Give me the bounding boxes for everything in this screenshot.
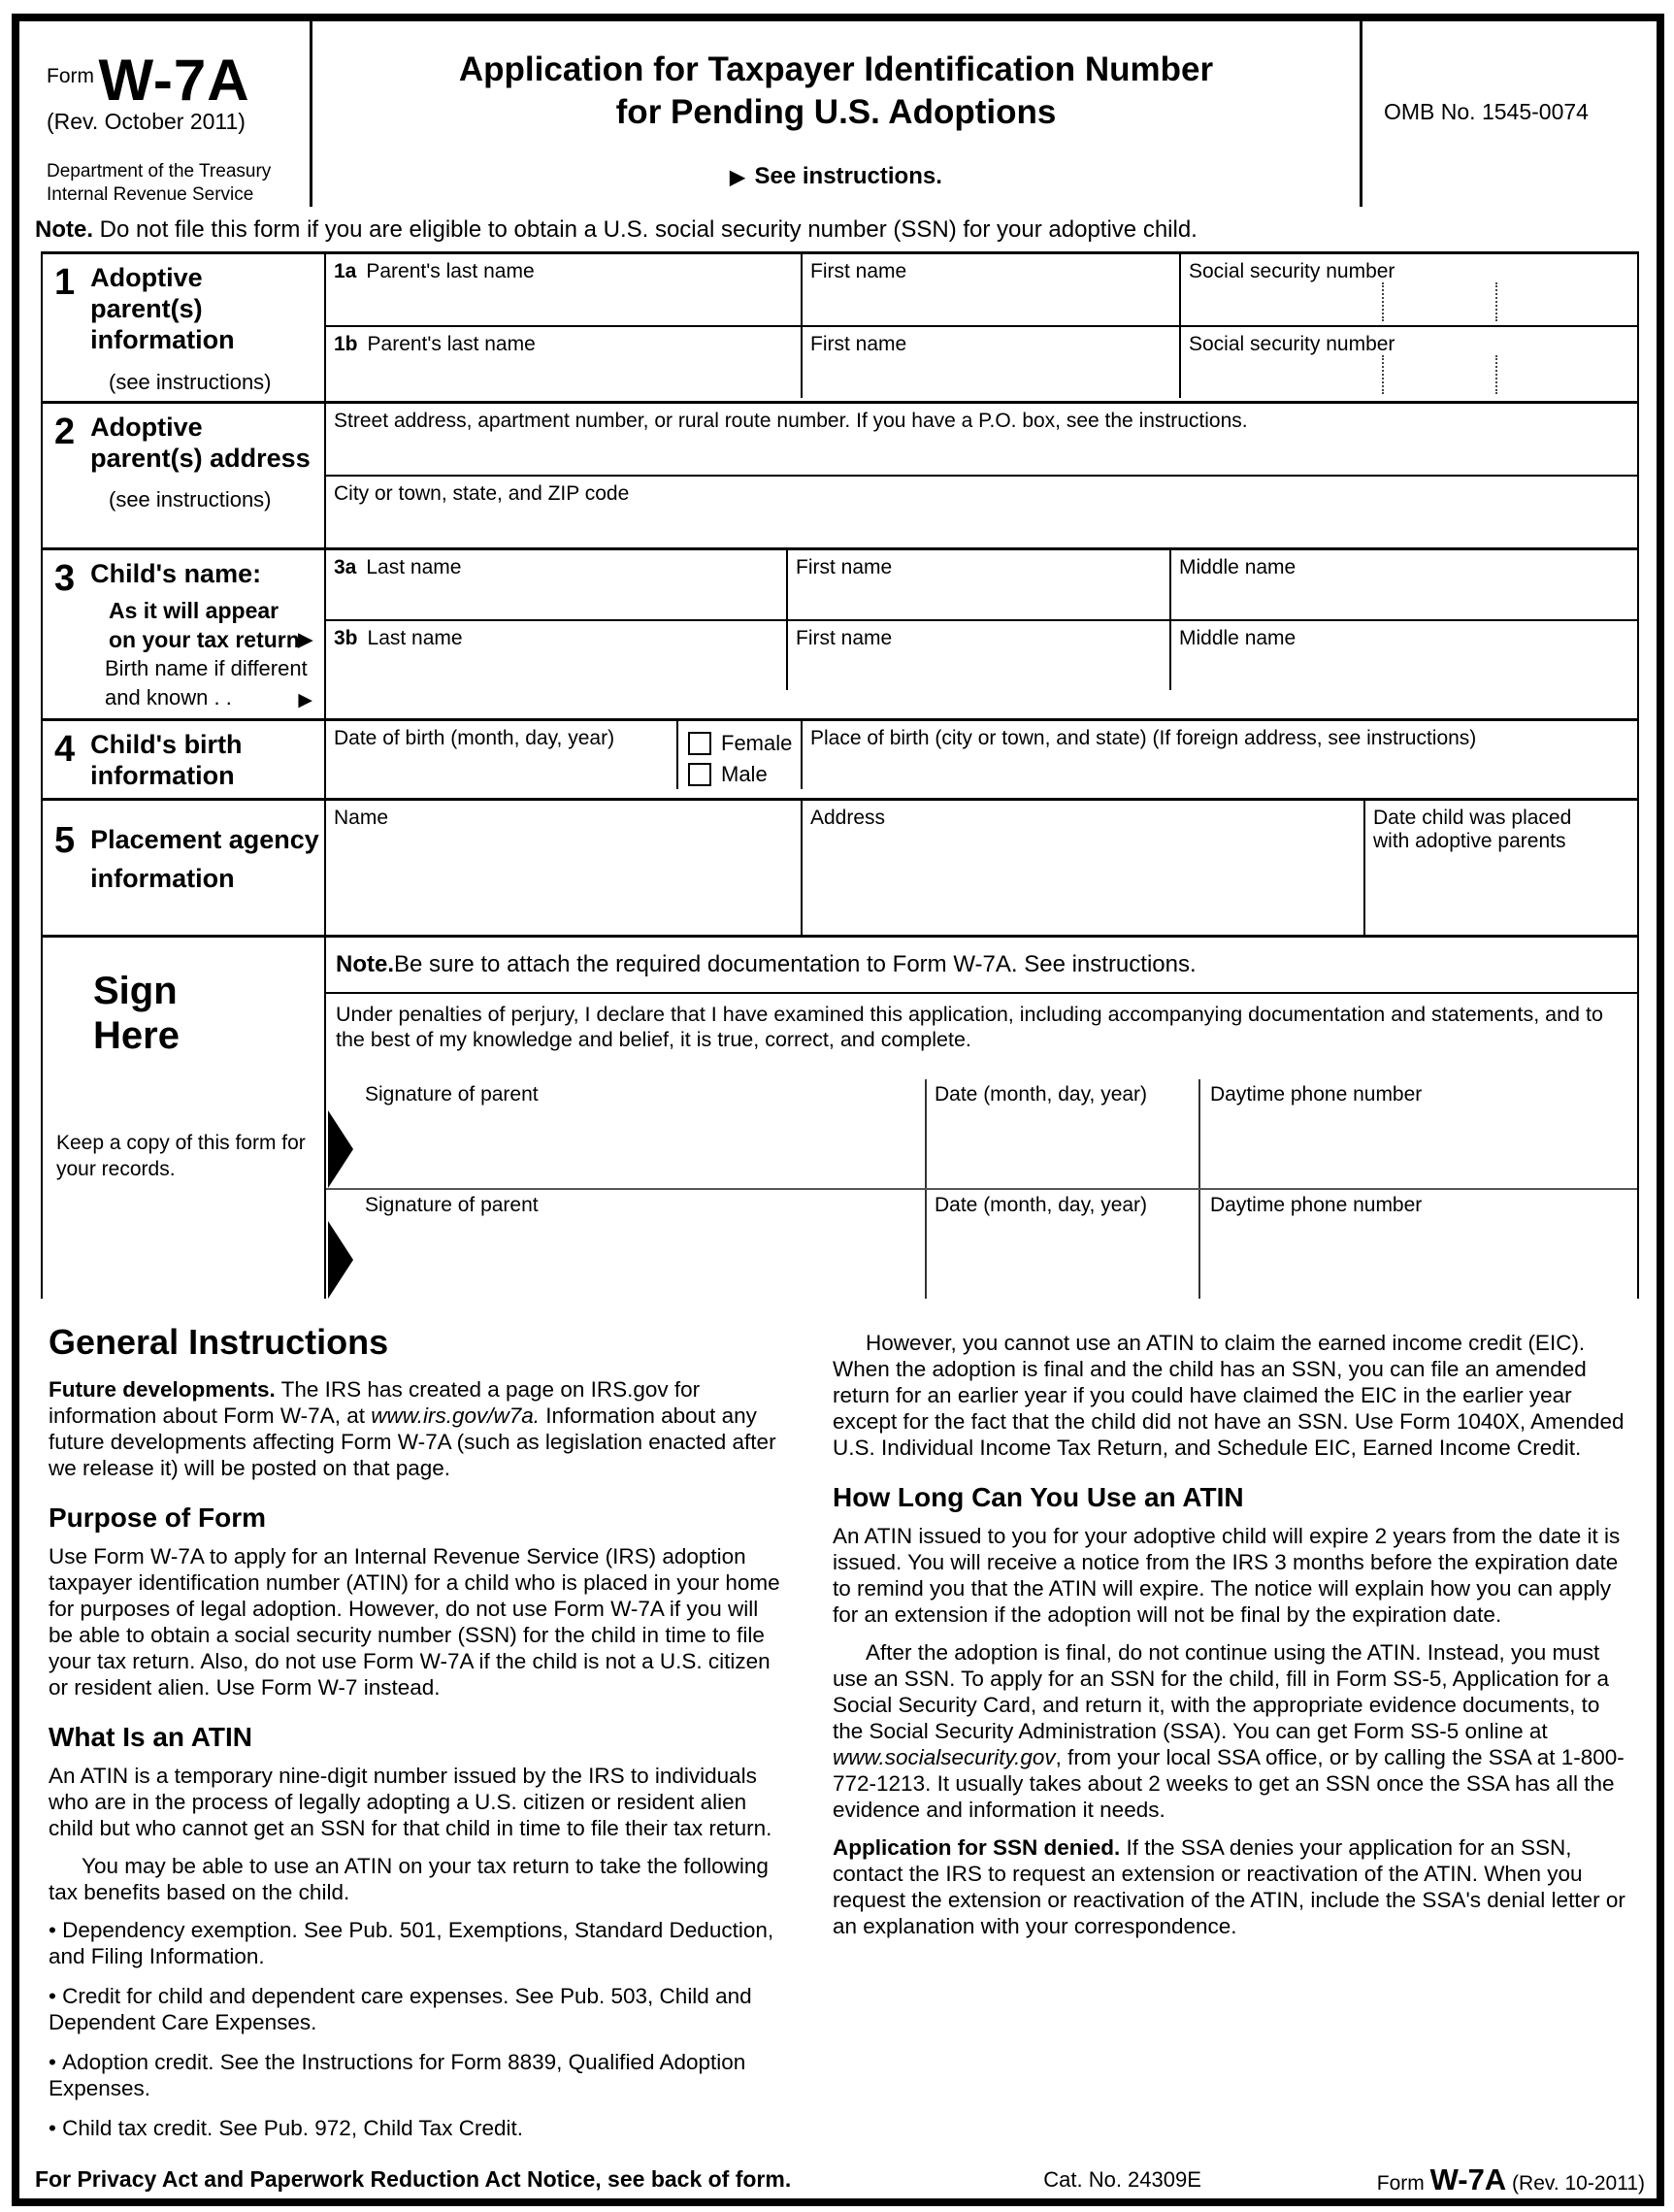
form-table [41,251,1639,1299]
top-note: Note. Do not file this form if you are eligible to obtain a U.S. social security number (SSN) for your adoptive child. [35,215,1198,243]
future-developments-paragraph: Future developments. The IRS has created a page on IRS.gov for information about Form W-7A, at www.irs.gov/w7a. Information about any future developments affecting Form W-7A (such as legislation enacted after we release it) will be posted on that page. [49,1376,776,1480]
section-title: Adoptive parent(s) information [90,262,235,355]
field-date-of-birth[interactable]: Date of birth (month, day, year) [334,726,615,749]
signature-row-2 [326,1188,1637,1299]
what-is-an-atin-title: What Is an ATIN [49,1721,252,1752]
field-agency-name[interactable]: Name [334,806,389,829]
table-row [326,254,1637,325]
field-birth-first-name[interactable]: First name [786,621,1169,690]
table-row [326,550,1637,619]
general-instructions-title: General Instructions [49,1321,389,1362]
table-row [326,404,1637,475]
male-checkbox[interactable] [688,763,711,786]
section-number: 4 [54,728,76,770]
table-row [326,325,1637,398]
instructions-left-column [49,1314,786,2155]
field-signature-date-1[interactable]: Date (month, day, year) [925,1079,1198,1188]
section-sign-here [43,935,1637,1299]
ssn-divider [1495,282,1497,321]
field-signature-date-2[interactable]: Date (month, day, year) [925,1190,1198,1299]
sign-here-label: Sign Here [93,969,180,1057]
field-parent2-first-name[interactable]: First name [801,327,1179,398]
field-child-first-name[interactable]: First name [786,550,1169,619]
signature-arrow-icon [328,1221,353,1299]
female-checkbox[interactable] [688,732,711,755]
section-number: 3 [54,557,76,599]
eic-paragraph: However, you cannot use an ATIN to claim the earned income credit (EIC). When the adoption is final and the child has an SSN, you can file an amended return for an earlier year if you could have claimed the EIC in the earlier year except for the fact that the child did not have an SSN. Use Form 1040X, Amended U.S. Individual Income Tax Return, and Schedule EIC, Earned Income Credit. [833,1330,1625,1460]
arrow-right-icon [298,684,312,713]
form-sheet [12,14,1664,2206]
list-item: • Dependency exemption. See Pub. 501, Exemptions, Standard Deduction, and Filing Information. [49,1917,786,1969]
catalog-number: Cat. No. 24309E [1043,2166,1201,2192]
field-signature-parent-2[interactable]: Signature of parent [326,1190,925,1299]
form-title: Application for Taxpayer Identification Number for Pending U.S. Adoptions [458,50,1214,131]
signature-row-1 [326,1079,1637,1188]
female-label: Female [721,730,793,755]
section-title: Child's birth information [90,729,243,791]
section-number: 5 [54,819,76,861]
tax-benefits-list [49,1917,786,2141]
section-subnote: (see instructions) [109,487,272,512]
agency-line-1: Department of the Treasury [47,161,272,182]
section-number: 1 [54,261,76,303]
form-header [19,21,1657,207]
form-id-block [33,21,312,207]
arrow-right-icon [298,624,312,653]
keep-copy-note: Keep a copy of this form for your records. [56,1131,306,1180]
section-childs-birth-info [43,718,1637,798]
how-long-paragraph-1: An ATIN issued to you for your adoptive child will expire 2 years from the date it is issued. You will receive a notice from the IRS 3 months before the expiration date to remind you that the ATIN will expire. The notice will explain how you can apply for an extension if the adoption will not be final by the expiration date. [833,1523,1621,1627]
field-birth-middle-name[interactable]: Middle name [1169,621,1637,690]
perjury-statement: Under penalties of perjury, I declare that I have examined this application, including accompanying documentation and statements, and to the best of my knowledge and belief, it is true, correct, and complete. [326,992,1637,1079]
note-label: Note. [35,215,93,243]
section-title: Adoptive parent(s) address [90,412,311,474]
sex-checkbox-group [676,721,801,789]
privacy-act-notice: For Privacy Act and Paperwork Reduction Act Notice, see back of form. [35,2166,792,2193]
see-instructions-note: ▶ See instructions. [312,163,1360,190]
field-birth-last-name[interactable]: 3b Last name [334,626,463,649]
footer-form-id: Form W-7A (Rev. 10-2011) [1376,2162,1645,2196]
form-title-block [312,21,1360,207]
arrow-right-icon [730,163,754,189]
list-item: • Credit for child and dependent care expenses. See Pub. 503, Child and Dependent Care Expenses. [49,1983,786,2035]
field-daytime-phone-1[interactable]: Daytime phone number [1198,1079,1637,1188]
ssn-divider [1495,355,1497,394]
agency-line-2: Internal Revenue Service [47,183,254,205]
section-number: 2 [54,411,76,452]
section-subnote: (see instructions) [109,369,272,394]
field-child-middle-name[interactable]: Middle name [1169,550,1637,619]
field-place-of-birth[interactable]: Place of birth (city or town, and state) (If foreign address, see instructions) [801,721,1637,789]
section-adoptive-parents-address [43,401,1637,547]
general-instructions [19,1299,1657,2155]
field-city-state-zip[interactable]: City or town, state, and ZIP code [334,481,630,505]
field-date-placed[interactable]: Date child was placed with adoptive parents [1363,801,1637,935]
field-parent2-last-name[interactable]: 1b Parent's last name [334,332,536,355]
omb-number: OMB No. 1545-0074 [1384,99,1589,124]
section-placement-agency [43,798,1637,935]
list-item: • Child tax credit. See Pub. 972, Child Tax Credit. [49,2115,786,2141]
form-word: Form [47,65,94,87]
field-parent1-ssn[interactable]: Social security number [1179,254,1637,325]
field-parent1-first-name[interactable]: First name [801,254,1179,325]
omb-box [1360,21,1651,207]
list-item: • Adoption credit. See the Instructions for Form 8839, Qualified Adoption Expenses. [49,2049,786,2101]
instructions-right-column [833,1314,1631,2155]
section-title: Child's name: [90,558,262,588]
field-parent1-last-name[interactable]: 1a Parent's last name [334,259,535,282]
revision-date: (Rev. October 2011) [47,109,246,134]
ssn-divider [1382,282,1384,321]
table-row [326,721,1637,789]
form-number: W-7A [98,48,250,113]
ssn-divider [1382,355,1384,394]
table-row [326,801,1637,935]
male-label: Male [721,761,768,786]
section-adoptive-parents-info [43,251,1637,401]
field-child-last-name[interactable]: 3a Last name [334,555,462,578]
what-is-atin-paragraph-2: You may be able to use an ATIN on your tax return to take the following tax benefits based on the child. [49,1853,769,1904]
field-signature-parent-1[interactable]: Signature of parent [326,1079,925,1188]
purpose-of-form-title: Purpose of Form [49,1502,267,1533]
field-agency-address[interactable]: Address [801,801,1363,935]
signature-arrow-icon [328,1110,353,1188]
field-daytime-phone-2[interactable]: Daytime phone number [1198,1190,1637,1299]
how-long-paragraph-2: After the adoption is final, do not continue using the ATIN. Instead, you must use an SSN. To apply for an SSN for the child, fill in Form SS-5, Application for a Social Security Card, and return it, with the appropriate evidence documents, to the Social Security Administration (SSA). You can get Form SS-5 online at www.socialsecurity.gov, from your local SSA office, or by calling the SSA at 1-800-772-1213. It usually takes about 2 weeks to get an SSN once the SSA has all the evidence and information it needs. [833,1639,1625,1822]
section-title: Placement agency information [90,824,319,894]
attach-documentation-note: Note. Be sure to attach the required documentation to Form W-7A. See instructions. [336,950,1197,977]
how-long-title: How Long Can You Use an ATIN [833,1481,1244,1512]
field-street-address[interactable]: Street address, apartment number, or rural route number. If you have a P.O. box, see the instructions. [334,409,1248,432]
section-childs-name: 3 Child's name: As it will appear on your tax return ▶ Birth name if different and known . . ▶ 3a Last name First name Middle name 3b Last name First name Middle name [43,547,1637,718]
page-footer [19,2155,1657,2207]
ssn-denied-paragraph: Application for SSN denied. If the SSA denies your application for an SSN, contact the IRS to request an extension or reactivation of the ATIN. When you request the extension or reactivation of the ATIN, include the SSA's denial letter or an explanation with your correspondence. [833,1834,1625,1938]
table-row [326,619,1637,690]
table-row [326,475,1637,547]
field-parent2-ssn[interactable]: Social security number [1179,327,1637,398]
what-is-atin-paragraph-1: An ATIN is a temporary nine-digit number issued by the IRS to individuals who are in the process of legally adopting a U.S. citizen or resident alien child but who cannot get an SSN for that child in time to file their tax return. [49,1763,772,1840]
purpose-paragraph: Use Form W-7A to apply for an Internal Revenue Service (IRS) adoption taxpayer identification number (ATIN) for a child who is placed in your home for purposes of legal adoption. However, do not use Form W-7A if you will be able to obtain a social security number (SSN) for the child in time to file your tax return. Also, do not use Form W-7A if the child is not a U.S. citizen or resident alien. Use Form W-7 instead. [49,1543,780,1700]
